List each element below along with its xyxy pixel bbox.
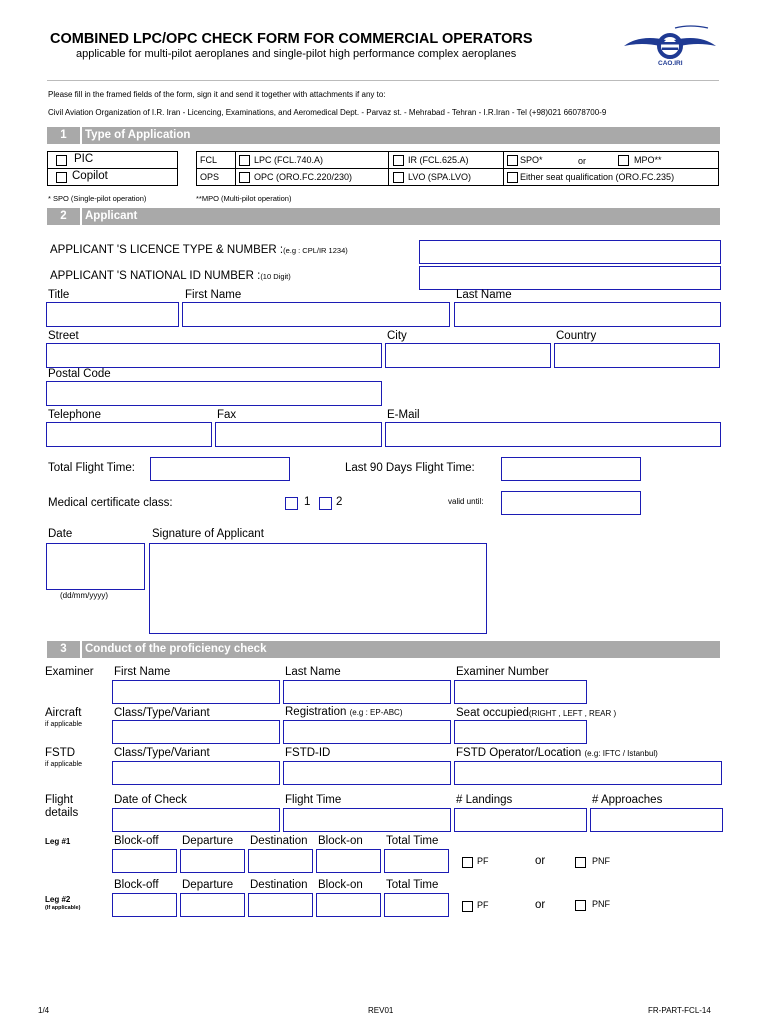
- country-label: Country: [556, 330, 597, 342]
- valid-until-label: valid until:: [448, 497, 484, 506]
- leg2-total-time-label: Total Time: [386, 879, 439, 891]
- section-title: Applicant: [85, 210, 138, 222]
- flight-label: Flight: [45, 794, 74, 806]
- leg1-total-time-field[interactable]: [384, 849, 449, 873]
- section-title: Type of Application: [85, 129, 191, 141]
- medical-class-2-checkbox[interactable]: [319, 497, 332, 510]
- fstd-ctv-label: Class/Type/Variant: [114, 747, 210, 759]
- first-name-field[interactable]: [182, 302, 450, 327]
- total-flight-time-field[interactable]: [150, 457, 290, 481]
- opc-label: OPC (ORO.FC.220/230): [254, 172, 353, 182]
- last-90-days-label: Last 90 Days Flight Time:: [345, 462, 475, 474]
- details-label: details: [45, 807, 79, 819]
- approaches-label: # Approaches: [592, 794, 663, 806]
- ir-label: IR (FCL.625.A): [408, 155, 469, 165]
- leg2-pf-label: PF: [477, 900, 489, 910]
- section-number: 2: [60, 210, 67, 222]
- street-field[interactable]: [46, 343, 382, 368]
- ir-checkbox[interactable]: [393, 155, 404, 166]
- lpc-label: LPC (FCL.740.A): [254, 155, 324, 165]
- leg1-destination-label: Destination: [250, 835, 308, 847]
- date-format-hint: (dd/mm/yyyy): [60, 591, 108, 600]
- form-subtitle: applicable for multi-pilot aeroplanes and single-pilot high performance complex aeroplanes: [76, 48, 517, 60]
- spo-note: * SPO (Single-pilot operation): [48, 194, 147, 203]
- approaches-field[interactable]: [590, 808, 723, 832]
- instructions-text: Please fill in the framed fields of the form, sign it and send it together with attachments if any to:: [48, 90, 386, 99]
- leg1-block-on-label: Block-on: [318, 835, 363, 847]
- mpo-label: MPO**: [634, 155, 662, 165]
- either-seat-label: Either seat qualification (ORO.FC.235): [520, 172, 675, 182]
- date-label: Date: [48, 528, 73, 540]
- leg2-block-on-field[interactable]: [316, 893, 381, 917]
- leg2-block-off-field[interactable]: [112, 893, 177, 917]
- telephone-field[interactable]: [46, 422, 212, 447]
- copilot-checkbox[interactable]: [56, 172, 67, 183]
- leg2-or: or: [535, 899, 546, 911]
- form-title: COMBINED LPC/OPC CHECK FORM FOR COMMERCIAL OPERATORS: [50, 31, 533, 47]
- examiner-last-name-field[interactable]: [283, 680, 451, 704]
- registration-example: (e.g : EP-ABC): [349, 708, 403, 717]
- leg1-pnf-label: PNF: [592, 856, 610, 866]
- section-separator: [80, 127, 82, 144]
- section-number: 3: [60, 643, 67, 655]
- email-label: E-Mail: [387, 409, 420, 421]
- leg2-destination-label: Destination: [250, 879, 308, 891]
- city-field[interactable]: [385, 343, 551, 368]
- medical-class-1-label: 1: [304, 496, 311, 508]
- registration-field[interactable]: [283, 720, 451, 744]
- email-field[interactable]: [385, 422, 721, 447]
- fstd-operator-example: (e.g: IFTC / Istanbul): [584, 749, 658, 758]
- total-flight-time-label: Total Flight Time:: [48, 462, 135, 474]
- fstd-operator-field[interactable]: [454, 761, 722, 785]
- leg2-block-off-label: Block-off: [114, 879, 159, 891]
- fstd-if-applicable: if applicable: [45, 761, 82, 768]
- leg2-pnf-checkbox[interactable]: [575, 900, 586, 911]
- leg1-pf-label: PF: [477, 856, 489, 866]
- section-separator: [80, 208, 82, 225]
- last-90-days-field[interactable]: [501, 457, 641, 481]
- section-separator: [80, 641, 82, 658]
- lvo-checkbox[interactable]: [393, 172, 404, 183]
- date-of-check-field[interactable]: [112, 808, 280, 832]
- seat-options: (RIGHT , LEFT , REAR ): [528, 709, 617, 718]
- signature-field[interactable]: [149, 543, 487, 634]
- last-name-label: Last Name: [456, 289, 512, 301]
- aircraft-if-applicable: if applicable: [45, 721, 82, 728]
- street-label: Street: [48, 330, 79, 342]
- section-3-header: [47, 641, 720, 658]
- leg2-total-time-field[interactable]: [384, 893, 449, 917]
- section-1-header: [47, 127, 720, 144]
- leg1-or: or: [535, 855, 546, 867]
- aircraft-label: Aircraft: [45, 707, 82, 719]
- fstd-ctv-field[interactable]: [112, 761, 280, 785]
- address-text: Civil Aviation Organization of I.R. Iran - Licencing, Examinations, and Aeromedical Dept. - Parvaz st. - Mehrabad - Tehran - I.R.Iran - Tel (+98)021 66078700-9: [48, 108, 607, 117]
- examiner-first-name-label: First Name: [114, 666, 171, 678]
- spo-checkbox[interactable]: [507, 155, 518, 166]
- fax-label: Fax: [217, 409, 237, 421]
- section-2-header: [47, 208, 720, 225]
- national-id-label: APPLICANT 'S NATIONAL ID NUMBER :(10 Digit): [50, 270, 291, 282]
- leg1-departure-label: Departure: [182, 835, 234, 847]
- ops-label: OPS: [200, 172, 220, 182]
- leg2-block-on-label: Block-on: [318, 879, 363, 891]
- logo-text: CAO.IRI: [658, 60, 683, 67]
- fstd-id-field[interactable]: [283, 761, 451, 785]
- examiner-number-field[interactable]: [454, 680, 587, 704]
- mpo-note: **MPO (Multi-pilot operation): [196, 194, 292, 203]
- medical-class-2-label: 2: [336, 496, 343, 508]
- registration-label: Registration (e.g : EP-ABC): [285, 706, 403, 718]
- fcl-label: FCL: [200, 155, 218, 165]
- spo-mpo-or: or: [578, 156, 587, 166]
- licence-example: (e.g : CPL/IR 1234): [283, 246, 348, 255]
- revision: REV01: [368, 1006, 394, 1015]
- licence-label: APPLICANT 'S LICENCE TYPE & NUMBER :(e.g : CPL/IR 1234): [50, 244, 348, 256]
- aircraft-ctv-field[interactable]: [112, 720, 280, 744]
- signature-label: Signature of Applicant: [152, 528, 264, 540]
- fax-field[interactable]: [215, 422, 382, 447]
- leg1-pnf-checkbox[interactable]: [575, 857, 586, 868]
- opc-checkbox[interactable]: [239, 172, 250, 183]
- form-code: FR-PART-FCL-14: [648, 1006, 711, 1015]
- flight-time-label: Flight Time: [285, 794, 342, 806]
- page-number: 1/4: [38, 1006, 50, 1015]
- country-field[interactable]: [554, 343, 720, 368]
- city-label: City: [387, 330, 407, 342]
- postal-code-field[interactable]: [46, 381, 382, 406]
- either-seat-checkbox[interactable]: [507, 172, 518, 183]
- cao-logo: [620, 20, 720, 72]
- national-id-hint: (10 Digit): [260, 272, 291, 281]
- section-title: Conduct of the proficiency check: [85, 643, 267, 655]
- examiner-number-label: Examiner Number: [456, 666, 549, 678]
- leg1-departure-field[interactable]: [180, 849, 245, 873]
- leg1-total-time-label: Total Time: [386, 835, 439, 847]
- leg-2-note: (If applicable): [45, 905, 81, 911]
- leg-1-label: Leg #1: [45, 837, 71, 846]
- postal-code-label: Postal Code: [48, 368, 111, 380]
- fstd-label: FSTD: [45, 747, 76, 759]
- national-id-field[interactable]: [419, 266, 721, 290]
- examiner-last-name-label: Last Name: [285, 666, 341, 678]
- examiner-first-name-field[interactable]: [112, 680, 280, 704]
- leg1-block-off-field[interactable]: [112, 849, 177, 873]
- leg2-destination-field[interactable]: [248, 893, 313, 917]
- first-name-label: First Name: [185, 289, 242, 301]
- leg-2-label: Leg #2: [45, 895, 71, 904]
- medical-class-1-checkbox[interactable]: [285, 497, 298, 510]
- date-of-check-label: Date of Check: [114, 794, 187, 806]
- title-field[interactable]: [46, 302, 179, 327]
- last-name-field[interactable]: [454, 302, 721, 327]
- spo-label: SPO*: [520, 155, 543, 165]
- title-label: Title: [48, 289, 70, 301]
- aircraft-ctv-label: Class/Type/Variant: [114, 707, 210, 719]
- leg2-departure-label: Departure: [182, 879, 234, 891]
- copilot-label: Copilot: [72, 170, 108, 182]
- landings-field[interactable]: [454, 808, 587, 832]
- pic-checkbox[interactable]: [56, 155, 67, 166]
- lvo-label: LVO (SPA.LVO): [408, 172, 472, 182]
- header-divider: [47, 80, 719, 81]
- examiner-label: Examiner: [45, 666, 94, 678]
- date-field[interactable]: [46, 543, 145, 590]
- leg1-destination-field[interactable]: [248, 849, 313, 873]
- leg2-pf-checkbox[interactable]: [462, 901, 473, 912]
- pic-label: PIC: [74, 153, 94, 165]
- lpc-checkbox[interactable]: [239, 155, 250, 166]
- medical-class-label: Medical certificate class:: [48, 497, 173, 509]
- fstd-operator-label: FSTD Operator/Location (e.g: IFTC / Istanbul): [456, 747, 658, 759]
- leg1-block-off-label: Block-off: [114, 835, 159, 847]
- leg1-block-on-field[interactable]: [316, 849, 381, 873]
- leg2-pnf-label: PNF: [592, 899, 610, 909]
- flight-time-field[interactable]: [283, 808, 451, 832]
- telephone-label: Telephone: [48, 409, 102, 421]
- mpo-checkbox[interactable]: [618, 155, 629, 166]
- valid-until-field[interactable]: [501, 491, 641, 515]
- seat-occupied-field[interactable]: [454, 720, 587, 744]
- landings-label: # Landings: [456, 794, 513, 806]
- section-number: 1: [60, 129, 67, 141]
- fstd-id-label: FSTD-ID: [285, 747, 331, 759]
- licence-field[interactable]: [419, 240, 721, 264]
- leg1-pf-checkbox[interactable]: [462, 857, 473, 868]
- seat-occupied-label: Seat occupied(RIGHT , LEFT , REAR ): [456, 707, 617, 719]
- leg2-departure-field[interactable]: [180, 893, 245, 917]
